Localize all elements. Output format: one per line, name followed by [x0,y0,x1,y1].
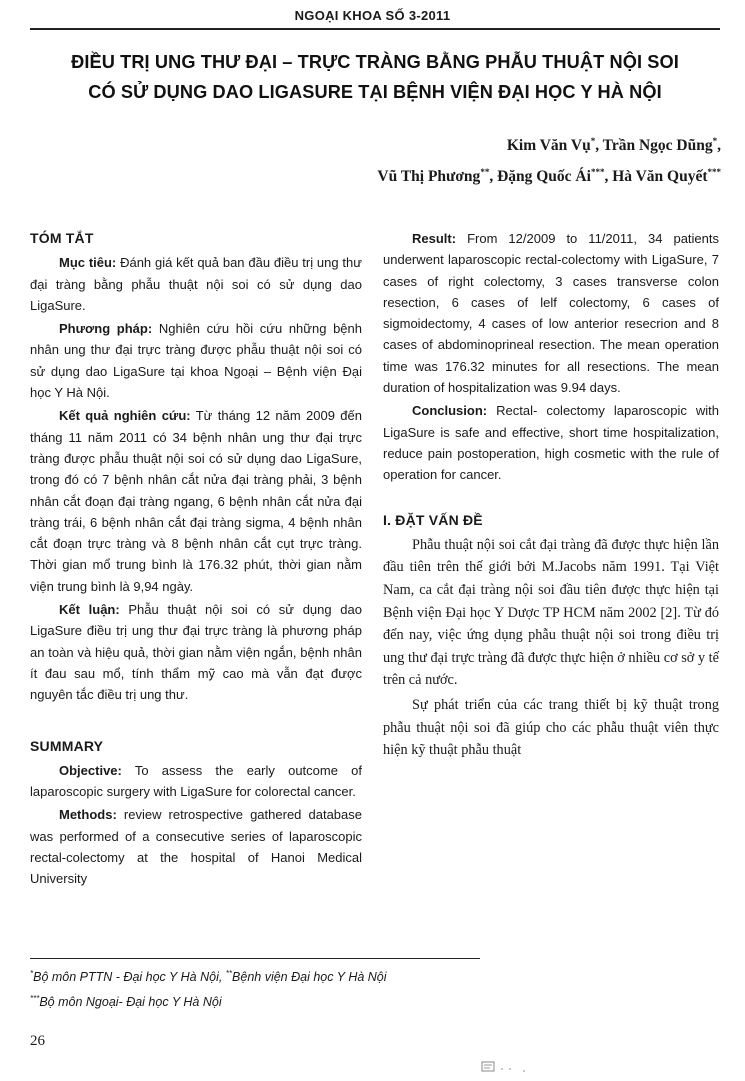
affiliation-mark: ** [480,167,490,178]
summary-result [383,228,719,398]
affiliation-mark: * [712,136,718,146]
author-separator: , [604,168,613,186]
conclusion-label-en: Conclusion: [412,403,488,419]
abstract-conclusion-vi [30,599,362,705]
result-text-en: From 12/2009 to 11/2011, 34 patients underwent laparoscopic rectal-colectomy with LigaSure, 7 cases of right colectomy, 3 cases transverse colon resection, 6 cases of lelf colectomy, 6 cases of sigmoidectomy, 4 cases of low anterior resecrion and 8 cases of abdominoprineal resection. The mean operation time was 176.32 minutes for all resections. The mean duration of hospitalization was 9.94 days. [383,231,719,396]
footnotes [30,963,530,1013]
right-column [383,228,719,764]
objective-text-vi: Đánh giá kết quả ban đầu điều trị ung thư đại tràng bằng phẫu thuật nội soi có sử dụng dao LigaSure. [30,255,362,313]
summary-heading: SUMMARY [30,737,104,754]
footnote-mark: * [30,969,34,978]
author-name: Trần Ngọc Dũng [602,137,713,155]
author-list [377,128,721,190]
affiliation-mark: * [590,136,596,146]
footnote-text: Bộ môn PTTN - Đại học Y Hà Nội, [33,970,226,985]
author-name: Vũ Thị Phương [377,168,481,186]
results-text-vi: Từ tháng 12 năm 2009 đến tháng 11 năm 2011 có 34 bệnh nhân ung thư đại trực tràng được phẫu thuật nội soi có sử dụng dao LigaSure, trong đó có 7 bệnh nhân cắt nửa đại tràng phải, 3 bệnh nhân cắt đoạn đại tràng ngang, 6 bệnh nhân cắt nửa đại tràng trái, 6 bệnh nhân cắt đại tràng sigma, 4 bệnh nhân cắt đoạn trực tràng và 8 bệnh nhân cắt cụt trực tràng. Thời gian mổ trung bình là 176.32 phút, thời gian nằm viện trung bình là 9,94 ngày. [30,408,362,594]
objective-text-en: To assess the early outcome of laparoscopic surgery with LigaSure for colorectal cancer. [30,762,362,800]
abstract-objective-vi [30,252,362,316]
objective-label-vi: Mục tiêu: [59,255,117,271]
abstract-methods-vi [30,318,362,403]
author-name: Đặng Quốc Ái [497,168,591,186]
affiliation-mark: *** [590,167,605,178]
affiliation-mark: *** [707,167,721,178]
summary-conclusion [383,400,719,485]
journal-header: NGOẠI KHOA SỐ 3-2011 [294,8,451,23]
spacer [383,488,719,510]
intro-heading: I. ĐẶT VẤN ĐỀ [383,511,483,528]
result-label-en: Result: [412,231,457,246]
author-separator: , [489,168,498,186]
results-label-vi: Kết quả nghiên cứu: [59,408,191,424]
author-separator: , [717,137,721,155]
methods-label-vi: Phương pháp: [59,321,153,337]
methods-label-en: Methods: [59,807,117,823]
spacer [30,708,362,736]
title-line-1: ĐIỀU TRỊ UNG THƯ ĐẠI – TRỰC TRÀNG BẰNG PHẪU THUẬT NỘI SOI [71,52,679,72]
footnote-text: Bệnh viện Đại học Y Hà Nội [232,970,387,985]
scan-mark-icon [480,1060,530,1074]
left-column [30,228,362,892]
title-line-2: CÓ SỬ DỤNG DAO LIGASURE TẠI BỆNH VIỆN ĐẠI HỌC Y HÀ NỘI [88,82,662,102]
footnote-line-1 [30,963,530,988]
page-number: 26 [30,1033,45,1049]
intro-paragraph-1: Phẫu thuật nội soi cắt đại tràng đã được thực hiện lần đầu tiên trên thế giới bởi M.Jacobs năm 1991. Tại Việt Nam, ca cắt đại tràng nội soi đầu tiên được thực hiện tại Bệnh viện Đại học Y Dược TP HCM năm 2002 [2]. Từ đó đến nay, việc ứng dụng phẫu thuật nội soi trong điều trị ung thư đại trực tràng đã được thực hiện ở nhiều cơ sở y tế trên cả nước. [383,536,719,689]
conclusion-text-en: Rectal- colectomy laparoscopic with LigaSure is safe and effective, short time hospitalization, reduce pain postoperation, high cosmetic with the rule of operation for cancer. [383,403,719,483]
methods-text-vi: Nghiên cứu hồi cứu những bệnh nhân ung thư đại trực tràng được phẫu thuật nội soi có sử dụng dao LigaSure tại khoa Ngoại – Bệnh viện Đại học Y Hà Nội. [30,321,362,401]
header-rule [30,28,720,30]
objective-label-en: Objective: [59,762,122,778]
footnote-text: Bộ môn Ngoại- Đại học Y Hà Nội [39,995,222,1010]
author-line-2 [377,159,721,190]
article-title [40,47,710,107]
summary-methods [30,804,362,889]
conclusion-text-vi: Phẫu thuật nội soi có sử dụng dao LigaSure điều trị ung thư đại trực tràng là phương pháp an toàn và hiệu quả, thời gian nằm viện ngắn, bệnh nhân ít đau sau mổ, tính thẩm mỹ cao mà vẫn đạt được nguyên tắc điều trị ung thư. [30,602,362,703]
author-name: Kim Văn Vụ [506,137,591,155]
author-name: Hà Văn Quyết [612,168,708,186]
author-line-1 [377,128,721,159]
footnote-line-2 [30,988,530,1013]
conclusion-label-vi: Kết luận: [59,602,120,618]
footnote-rule [30,958,480,959]
footnote-mark: *** [30,994,40,1004]
abstract-results-vi [30,405,362,597]
tomtat-heading: TÓM TẮT [30,230,94,246]
author-separator: , [595,137,603,155]
methods-text-en: review retrospective gathered database was performed of a consecutive series of laparoscopic rectal-colectomy at the hospital of Hanoi Medical University [30,807,362,887]
intro-paragraph-2: Sự phát triển của các trang thiết bị kỹ thuật trong phẫu thuật nội soi đã giúp cho các phẫu thuật viên thực hiện kỹ thuật phẫu thuật [383,697,719,759]
footnote-mark: ** [225,969,233,978]
summary-objective [30,760,362,803]
